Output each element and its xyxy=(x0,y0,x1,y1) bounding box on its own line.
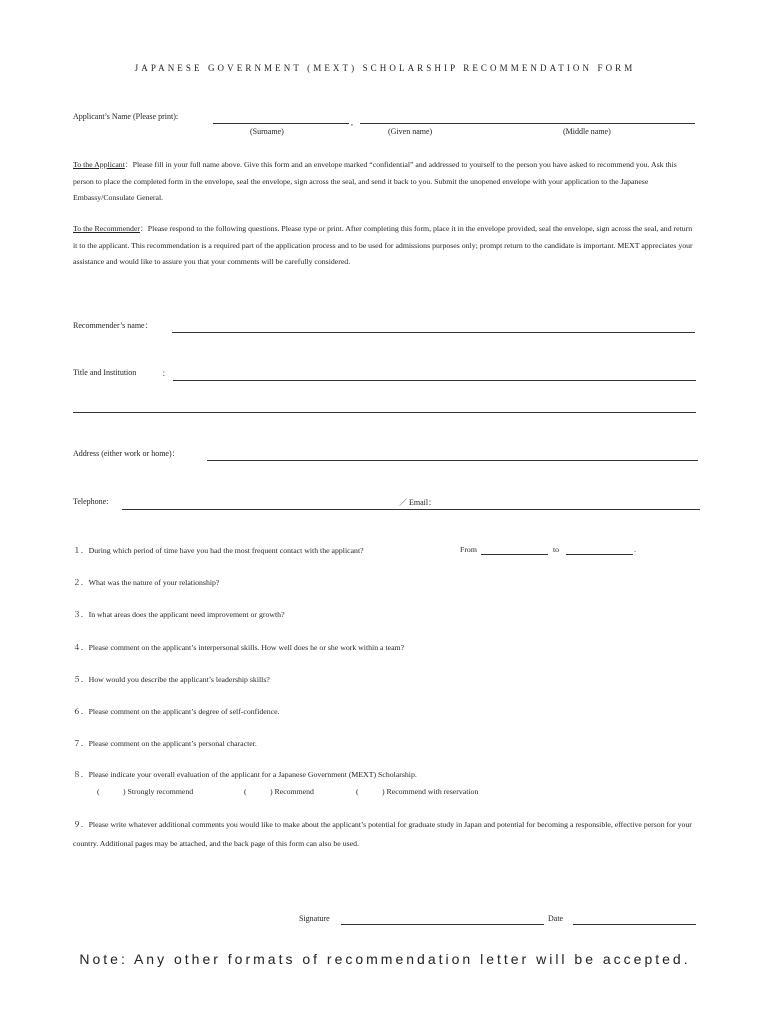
middle-name-caption: (Middle name) xyxy=(563,127,611,136)
title-institution-line-2[interactable] xyxy=(73,412,696,413)
question-3: ３．In what areas does the applicant need improvement or growth? xyxy=(73,610,285,619)
given-middle-name-line[interactable] xyxy=(360,123,695,124)
question-1: １．During which period of time have you had the most frequent contact with the applicant? xyxy=(73,546,364,555)
form-title: JAPANESE GOVERNMENT (MEXT) SCHOLARSHIP RECOMMENDATION FORM xyxy=(134,63,636,73)
option-recommend-with-reservation[interactable]: ( ) Recommend with reservation xyxy=(356,787,479,796)
recommender-name-label: Recommender’s name： xyxy=(73,321,153,330)
title-institution-line[interactable] xyxy=(173,380,696,381)
question-1-from-line[interactable] xyxy=(481,554,548,555)
question-5: ５．How would you describe the applicant’s leadership skills? xyxy=(73,675,270,684)
title-institution-colon: ： xyxy=(162,369,170,378)
title-institution-label: Title and Institution xyxy=(73,368,137,377)
question-1-from-label: From xyxy=(460,545,477,554)
date-label: Date xyxy=(548,914,564,923)
surname-line[interactable] xyxy=(213,123,349,124)
option-recommend[interactable]: ( ) Recommend xyxy=(244,787,314,796)
question-1-period: . xyxy=(634,545,636,554)
name-separator: , xyxy=(351,118,353,127)
question-1-to-label: to xyxy=(553,545,560,554)
question-2: ２．What was the nature of your relationship? xyxy=(73,578,220,587)
address-label: Address (either work or home)： xyxy=(73,449,180,458)
applicant-instructions xyxy=(73,157,698,207)
question-9: ９．Please write whatever additional comments you would like to make about the applicant’s potential for graduate study in Japan and potential for becoming a responsible, effective person for your country. Additional pages may be attached, and the back page of this form can also be used. xyxy=(73,820,692,848)
address-line[interactable] xyxy=(207,460,698,461)
applicant-name-label: Applicant’s Name (Please print): xyxy=(73,112,179,121)
question-7: ７．Please comment on the applicant’s personal character. xyxy=(73,739,257,748)
telephone-email-line[interactable] xyxy=(122,509,700,510)
telephone-label: Telephone: xyxy=(73,497,109,506)
recommender-instructions xyxy=(73,221,698,271)
question-6: ６．Please comment on the applicant’s degree of self-confidence. xyxy=(73,707,280,716)
signature-line[interactable] xyxy=(341,924,544,925)
question-4: ４．Please comment on the applicant’s interpersonal skills. How well does he or she work within a team? xyxy=(73,643,405,652)
given-name-caption: (Given name) xyxy=(388,127,433,136)
email-label: ／ Email： xyxy=(396,497,439,508)
recommender-instructions-heading: To the Recommender xyxy=(73,224,141,233)
recommender-instructions-text: ：Please respond to the following questions. Please type or print. After completing this form, place it in the envelope provided, seal the envelope, sign across the seal, and return it to the applicant. This recommendation is a required part of the application process and to be used for admissions purposes only; prompt return to the candidate is important. MEXT appreciates your assistance and would like to assure you that your comments will be carefully considered. xyxy=(73,224,693,266)
applicant-instructions-text: ：Please fill in your full name above. Give this form and an envelope marked “confidential” and addressed to yourself to the person you have asked to recommend you. Ask this person to place the completed form in the envelope, seal the envelope, sign across the seal, and send it back to you. Submit the unopened envelope with your application to the Japanese Embassy/Consulate General. xyxy=(73,160,677,202)
footer-note: Note: Any other formats of recommendation letter will be accepted. xyxy=(79,951,691,967)
signature-label: Signature xyxy=(299,914,330,923)
surname-caption: (Surname) xyxy=(250,127,284,136)
date-line[interactable] xyxy=(573,924,696,925)
option-strongly-recommend[interactable]: ( ) Strongly recommend xyxy=(97,787,194,796)
recommender-name-line[interactable] xyxy=(172,332,695,333)
question-1-to-line[interactable] xyxy=(566,554,633,555)
question-8: ８．Please indicate your overall evaluation of the applicant for a Japanese Government (MEXT) Scholarship. xyxy=(73,770,417,779)
applicant-instructions-heading: To the Applicant xyxy=(73,160,125,169)
